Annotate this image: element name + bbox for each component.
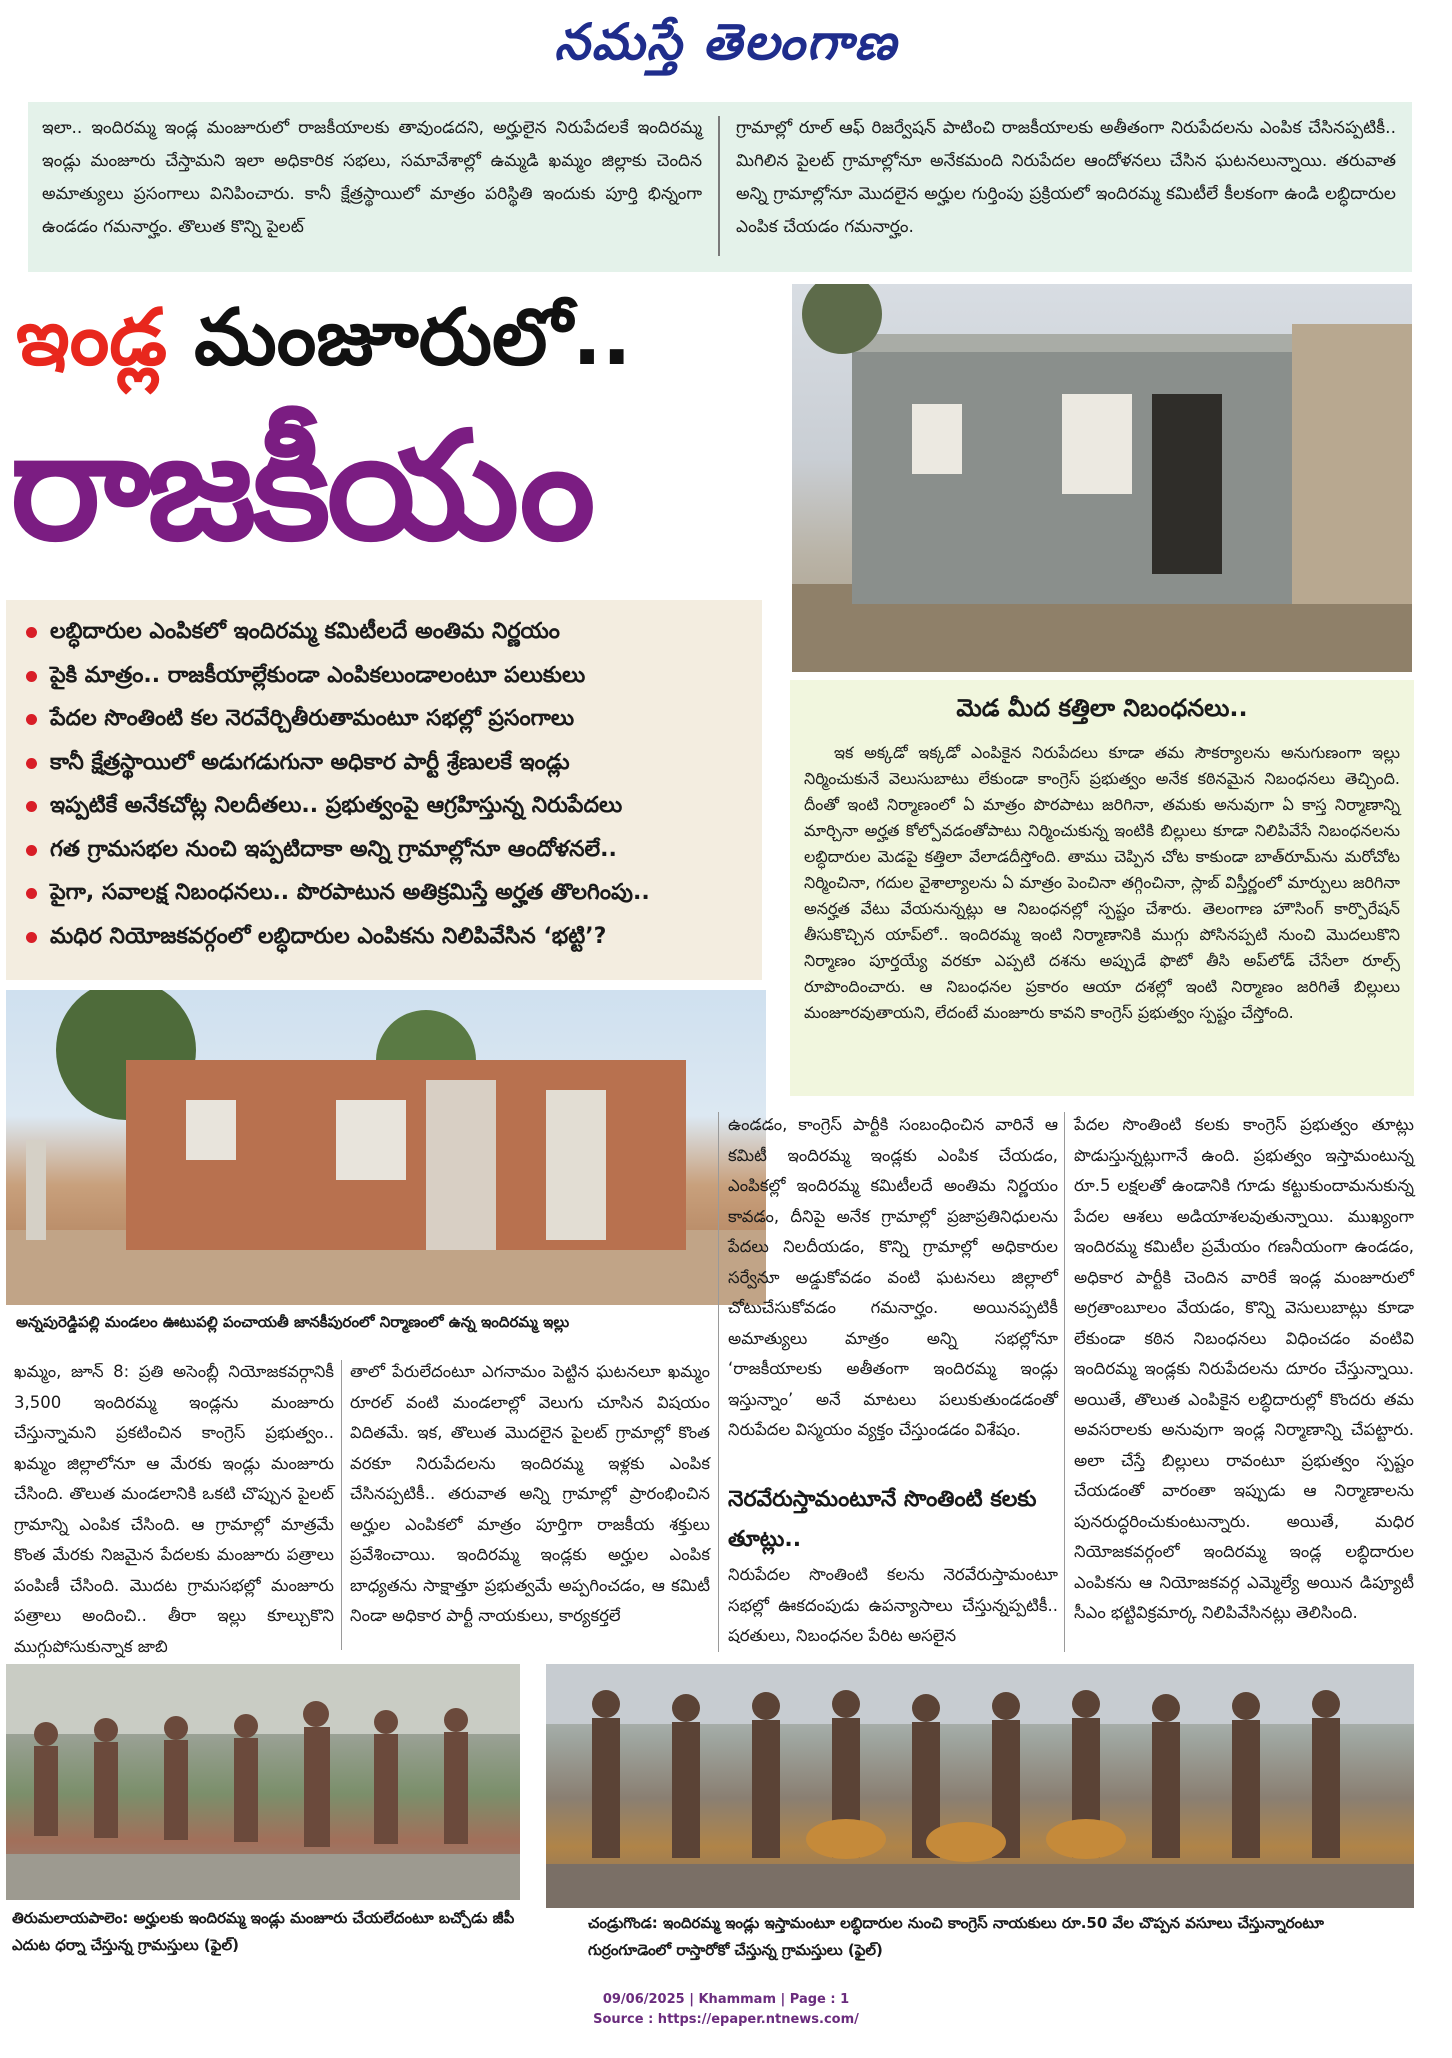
highlight-item: మధిర నియోజకవర్గంలో లబ్ధిదారుల ఎంపికను నిలిపివేసిన ‘భట్టి’? — [24, 915, 754, 959]
villagers-group-illustration — [6, 1664, 520, 1900]
highlights-box — [6, 600, 762, 980]
article-column-3b: నిరుపేదల సొంతింటి కలను నెరవేరుస్తామంటూ సభల్లో ఊకదంపుడు ఉపన్యాసాలు చేస్తున్నప్పటికీ.. షరతులు, నిబంధనల పేరిట అసలైన — [728, 1565, 1058, 1645]
bottom-left-caption: తిరుమలాయపాలెం: అర్హులకు ఇందిరమ్మ ఇండ్లు మంజూరు చేయలేదంటూ బచ్చోడు జీపీ ఎదుట ధర్నా చేస్తున్న గ్రామస్తులు (ఫైల్) — [12, 1909, 515, 1954]
intro-divider — [718, 116, 720, 256]
highlight-item: ఇప్పటికే అనేకచోట్ల నిలదీతలు.. ప్రభుత్వంపై ఆగ్రహిస్తున్న నిరుపేదలు — [24, 784, 754, 828]
headline-red-word: ఇండ్ల — [16, 293, 168, 383]
bullet-dot-icon — [26, 627, 37, 638]
brick-house-illustration — [6, 990, 766, 1305]
bullet-dot-icon — [26, 888, 37, 899]
headline-line-2: రాజకీయం — [10, 400, 592, 574]
bullet-dot-icon — [26, 671, 37, 682]
highlights-list — [6, 600, 762, 958]
highlight-item: కానీ క్షేత్రస్థాయిలో అడుగడుగునా అధికార పార్టీ శ్రేణులకే ఇండ్లు — [24, 741, 754, 785]
bullet-dot-icon — [26, 801, 37, 812]
highlight-item: పైగా, సవాలక్ష నిబంధనలు.. పొరపాటున అతిక్రమిస్తే అర్హత తొలగింపు.. — [24, 871, 754, 915]
article-column-1: ఖమ్మం, జూన్ 8: ప్రతి అసెంబ్లీ నియోజకవర్గానికీ 3,500 ఇందిరమ్మ ఇండ్లను మంజూరు చేస్తున్నామని ప్రకటించిన కాంగ్రెస్ ప్రభుత్వం.. ఖమ్మం జిల్లాలోనూ ఆ మేరకు ఇండ్లు మంజూరు చేసింది. తొలుత మండలానికి ఒకటి చొప్పున పైలట్ గ్రామాన్ని ఎంపిక చేసింది. ఆ గ్రామాల్లో మాత్రమే కొంత మేరకు నిజమైన పేదలకు మంజూరు పత్రాలు పంపిణీ చేసింది. మొదట గ్రామసభల్లో మంజూరు పత్రాలు అందించి.. తీరా ఇల్లు కూల్చుకొని ముగ్గుపోసుకున్నాక జాబి — [14, 1362, 334, 1656]
headline-line-1 — [16, 288, 776, 388]
photo-house-construction-middle — [6, 990, 766, 1305]
footer-source: Source : https://epaper.ntnews.com/ — [593, 2012, 859, 2027]
highlight-item: గత గ్రామసభల నుంచి ఇప్పటిదాకా అన్ని గ్రామాల్లోనూ ఆందోళనలే.. — [24, 828, 754, 872]
intro-right-text: గ్రామాల్లో రూల్ ఆఫ్ రిజర్వేషన్ పాటించి రాజకీయాలకు అతీతంగా నిరుపేదలను ఎంపిక చేసినప్పటికీ.. మిగిలిన పైలట్ గ్రామాల్లోనూ అనేకమంది నిరుపేదల ఆందోళనలు చేసిన ఘటనలున్నాయి. తరువాత అన్ని గ్రామాల్లోనూ మొదలైన అర్హుల గుర్తింపు ప్రక్రియలో ఇందిరమ్మ కమిటీలే కీలకంగా ఉండి లబ్ధిదారుల ఎంపిక చేయడం గమనార్హం. — [736, 118, 1396, 237]
rules-sidebar-body: ఇక అక్కడో ఇక్కడో ఎంపికైన నిరుపేదలు కూడా తమ సౌకర్యాలను అనుగుణంగా ఇల్లు నిర్మించుకునే వెలుసుబాటు లేకుండా కాంగ్రెస్ ప్రభుత్వం అనేక కఠినమైన నిబంధనలు తెచ్చింది. దీంతో ఇంటి నిర్మాణంలో ఏ మాత్రం పొరపాటు జరిగినా, తమకు అనువుగా ఏ కాస్త నిర్మాణాన్ని మార్చినా అర్హత కోల్పోవడంతోపాటు నిర్మించుకున్న ఇంటికి బిల్లులు కూడా నిలిపివేసే నిబంధనలను లబ్ధిదారుల మెడపై కత్తిలా వేలాడదీస్తోంది. తాము చెప్పిన చోట కాకుండా బాత్‌రూమ్‌ను మరోచోట నిర్మించినా, గదుల వైశాల్యాలను ఏ మాత్రం పెంచినా తగ్గించినా, స్లాబ్ విస్తీర్ణంలో మార్పులు జరిగినా అనర్హత వేటు వేయనున్నట్లు ఆ నిబంధనల్లో స్పష్టం చేశారు. తెలంగాణ హౌసింగ్ కార్పొరేషన్ తీసుకొచ్చిన యాప్‌లో.. ఇందిరమ్మ ఇంటి నిర్మాణానికి ముగ్గు పోసినప్పటి నుంచి మొదలుకొని నిర్మాణం పూర్తయ్యే వరకూ ఎప్పటి దశను అప్పుడే ఫొటో తీసి అప్‌లోడ్ చేసేలా రూల్స్ రూపొందించారు. ఆ నిబంధనల ప్రకారం ఆయా దశల్లో ఇంటి నిర్మాణం జరిగితే బిల్లులు మంజూరవుతాయని, లేదంటే మంజూరు కావని కాంగ్రెస్ ప్రభుత్వం స్పష్టం చేస్తోంది. — [804, 743, 1400, 1022]
rules-sidebar-box — [790, 680, 1414, 1096]
article-column-2: తాలో పేరులేదంటూ ఎగనామం పెట్టిన ఘటనలూ ఖమ్మం రూరల్ వంటి మండలాల్లో వెలుగు చూసిన విషయం విదితమే. ఇక, తొలుత మొదలైన పైలట్ గ్రామాల్లో కొంత వరకూ నిరుపేదలను ఇందిరమ్మ ఇళ్లకు ఎంపిక చేసినప్పటికీ.. తరువాత అన్ని గ్రామాల్లో ప్రారంభించిన అర్హుల ఎంపికలో మాత్రం పూర్తిగా రాజకీయ శక్తులు ప్రవేశించాయి. ఇందిరమ్మ ఇండ్లకు అర్హుల ఎంపిక బాధ్యతను సాక్షాత్తూ ప్రభుత్వమే అప్పగించడం, ఆ కమిటీ నిండా అధికార పార్టీ నాయకులు, కార్యకర్తలే — [350, 1362, 710, 1625]
article-column-4: పేదల సొంతింటి కలకు కాంగ్రెస్ ప్రభుత్వం తూట్లు పొడుస్తున్నట్లుగానే ఉంది. ప్రభుత్వం ఇస్తామంటున్న రూ.5 లక్షలతో ఉండానికి గూడు కట్టుకుందామనుకున్న పేదల ఆశలు అడియాశలవుతున్నాయి. ముఖ్యంగా ఇందిరమ్మ కమిటీల ప్రమేయం గణనీయంగా ఉండడం, అధికార పార్టీకి చెందిన వారికే ఇండ్ల మంజూరులో అగ్రతాంబూలం వేయడం, కొన్ని వెసులుబాట్లు కూడా లేకుండా కఠిన నిబంధనలు విధించడం వంటివి ఇందిరమ్మ ఇండ్లకు నిరుపేదలను దూరం చేస్తున్నాయి. అయితే, తొలుత ఎంపికైన లబ్ధిదారుల్లో కొందరు తమ అవసరాలకు అనువుగా ఇండ్ల నిర్మాణాన్ని చేపట్టారు. అలా చేస్తే బిల్లులు రావంటూ ప్రభుత్వం స్పష్టం చేయడంతో వారంతా ఇప్పుడు ఆ నిర్మాణాలను పునరుద్ధరించుకుంటున్నారు. అయితే, మధిర నియోజకవర్గంలో ఇందిరమ్మ ఇండ్ల లబ్ధిదారుల ఎంపికను ఆ నియోజకవర్గ ఎమ్మెల్యే అయిన డిప్యూటీ సీఎం భట్టివిక్రమార్క నిలిపివేసినట్లు తెలిసింది. — [1074, 1115, 1414, 1622]
photo-house-construction-top — [792, 284, 1412, 672]
bottom-right-caption: చండ్రుగొండ: ఇందిరమ్మ ఇండ్లు ఇస్తామంటూ లబ్ధిదారుల నుంచి కాంగ్రెస్ నాయకులు రూ.50 వేల చొప్పన వసూలు చేస్తున్నారంటూ గుర్రంగూడెంలో రాస్తారోకో చేస్తున్న గ్రామస్తులు (ఫైల్) — [588, 1914, 1324, 1959]
footer-date-page: 09/06/2025 | Khammam | Page : 1 — [602, 1992, 850, 2007]
house-photo-illustration — [792, 284, 1412, 672]
intro-box — [28, 102, 1412, 272]
masthead — [0, 0, 1452, 90]
intro-left-text: ఇలా.. ఇందిరమ్మ ఇండ్ల మంజూరులో రాజకీయాలకు తావుండదని, అర్హులైన నిరుపేదలకే ఇందిరమ్మ ఇండ్లు మంజూరు చేస్తామని ఇలా అధికారిక సభలు, సమావేశాల్లో ఉమ్మడి ఖమ్మం జిల్లాకు చెందిన అమాత్యులు ప్రసంగాలు వినిపించారు. కానీ క్షేత్రస్థాయిలో మాత్రం పరిస్థితి ఇందుకు పూర్తి భిన్నంగా ఉండడం గమనార్హం. తొలుత కొన్ని పైలట్ — [42, 118, 702, 237]
article-subheading: నెరవేరుస్తామంటూనే సొంతింటి కలకు తూట్లు.. — [728, 1487, 1037, 1552]
column-divider — [718, 1112, 719, 1652]
column-divider — [1064, 1112, 1065, 1652]
highlight-item: లబ్ధిదారుల ఎంపికలో ఇందిరమ్మ కమిటీలదే అంతిమ నిర్ణయం — [24, 610, 754, 654]
middle-photo-caption: అన్నపురెడ్డిపల్లి మండలం ఊటుపల్లి పంచాయతీ జానకీపురంలో నిర్మాణంలో ఉన్న ఇందిరమ్మ ఇల్లు — [16, 1313, 570, 1331]
highlight-item: పైకి మాత్రం.. రాజకీయాల్లేకుండా ఎంపికలుండాలంటూ పలుకులు — [24, 654, 754, 698]
rules-sidebar-title: మెడ మీద కత్తిలా నిబంధనలు.. — [956, 694, 1248, 722]
photo-protest-left — [6, 1664, 520, 1900]
photo-protest-right — [546, 1664, 1414, 1908]
article-column-3: ఉండడం, కాంగ్రెస్ పార్టీకి సంబంధించిన వారినే ఆ కమిటీ ఇందిరమ్మ ఇండ్లకు ఎంపిక చేయడం, ఎంపికల్లో ఇందిరమ్మ కమిటీలదే అంతిమ నిర్ణయం కావడం, దీనిపై అనేక గ్రామాల్లో ప్రజాప్రతినిధులను పేదలు నిలదీయడం, కొన్ని గ్రామాల్లో అధికారుల సర్వేనూ అడ్డుకోవడం వంటి ఘటనలు జిల్లాలో చోటుచేసుకోవడం గమనార్హం. అయినప్పటికీ అమాత్యులు మాత్రం అన్ని సభల్లోనూ ‘రాజకీయాలకు అతీతంగా ఇందిరమ్మ ఇండ్లు ఇస్తున్నాం’ అనే మాటలు పలుకుతుండడంతో నిరుపేదల విస్మయం వ్యక్తం చేస్తుండడం విశేషం. — [728, 1115, 1058, 1439]
highlight-item: పేదల సొంతింటి కల నెరవేర్చితీరుతామంటూ సభల్లో ప్రసంగాలు — [24, 697, 754, 741]
villagers-rastaroko-illustration — [546, 1664, 1414, 1908]
bullet-dot-icon — [26, 758, 37, 769]
page-footer — [0, 1990, 1452, 2030]
bullet-dot-icon — [26, 714, 37, 725]
column-divider — [341, 1360, 342, 1650]
bullet-dot-icon — [26, 845, 37, 856]
headline-black-words: మంజూరులో.. — [167, 293, 632, 383]
newspaper-logo: నమస్తే తెలంగాణ — [554, 12, 898, 71]
bullet-dot-icon — [26, 932, 37, 943]
